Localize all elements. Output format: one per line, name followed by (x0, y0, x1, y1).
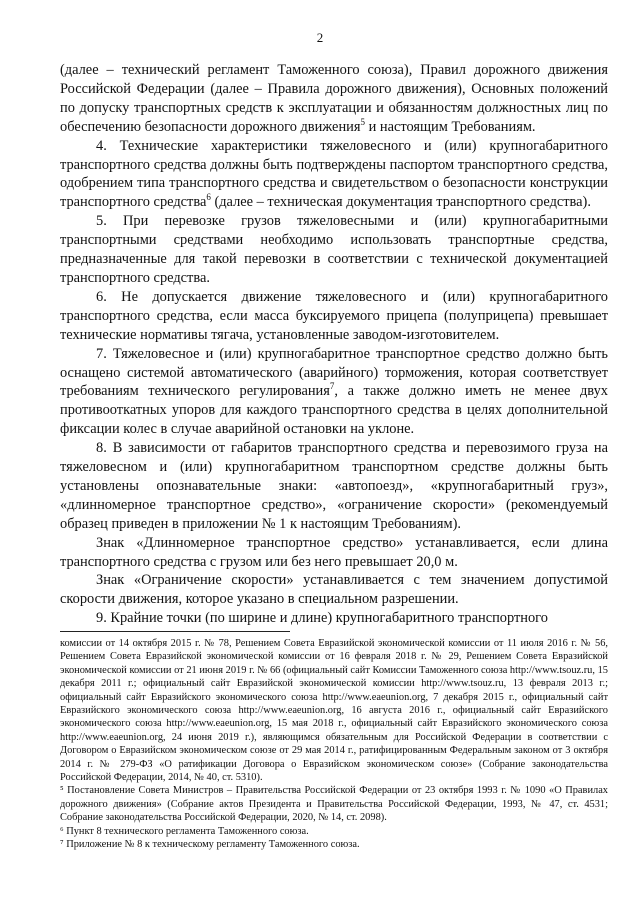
paragraph-text: (далее – технический регламент Таможенного союза), Правил дорожного движения Российской Федерации (далее – Правила дорожного движения), Основных положений по допуску транспортных средств к эксплуатации и обязанностям должностных лиц по обеспечению безопасности дорожного движения (60, 62, 608, 135)
paragraph-text: 8. В зависимости от габаритов транспортного средства и перевозимого груза на тяжеловесном и (или) крупногабаритном транспортном средстве должны быть установлены опознавательные знаки: «автопоезд», «крупногабаритный груз», «длинномерное транспортное средство», «ограничение скорости» (рекомендуемый образец приведен в приложении № 1 к настоящим Требованиям). (60, 440, 608, 532)
paragraph-item-9 (60, 609, 608, 628)
paragraph-text: , а также должно иметь не менее двух противооткатных упоров для каждого транспортного средства в целях дополнительной фиксации колес в случае аварийной остановки на уклоне. (60, 383, 608, 438)
footnote-separator (60, 631, 290, 632)
footnote-ref: 5 (360, 116, 365, 127)
footnote-7: ⁷ Приложение № 8 к техническому регламенту Таможенного союза. (60, 839, 360, 851)
footnote-continuation: комиссии от 14 октября 2015 г. № 78, Решением Совета Евразийской экономической комиссии от 11 июля 2016 г. № 56, Решением Совета Евразийской экономической комиссии от 16 февраля 2018 г. № 29, Решением Совета Евразийской экономической комиссии от 21 июня 2019 г. № 66 (официальный сайт Комиссии Таможенного союза http://www.tsouz.ru, 15 декабря 2011 г.; официальный сайт Евразийской экономической комиссии http://www.tsouz.ru, 13 февраля 2013 г.; официальный сайт Евразийского экономического союза http://www.eaeunion.org, 7 декабря 2015 г., официальный сайт Евразийского экономического союза http://www.eaeunion.org, 16 августа 2016 г., официальный сайт Евразийского экономического союза http://www.eaeunion.org, 15 мая 2018 г., официальный сайт Евразийского экономического союза http://www.eaeunion.org, 24 июня 2019 г.), являющимся обязательным для Российской Федерации в соответствии с Договором о Евразийском экономическом союзе от 29 мая 2014 г., ратифицированным Федеральным законом от 3 октября 2014 г. № 279-ФЗ «О ратификации Договора о Евразийском экономическом союзе» (Собрание законодательства Российской Федерации, 2014, № 40, ст. 5310). (60, 638, 608, 784)
body-text (60, 61, 608, 628)
paragraph-text: 6. Не допускается движение тяжеловесного и (или) крупногабаритного транспортного средства, если масса буксируемого прицепа (полуприцепа) превышает технические нормативы тягача, установленные заводом-изготовителем. (60, 288, 608, 343)
paragraph-item-5 (60, 212, 608, 288)
paragraph-long-vehicle-sign (60, 534, 608, 572)
footnote-ref: 7 (329, 381, 335, 392)
paragraph-speed-limit-sign (60, 571, 608, 609)
paragraph-text: 4. Технические характеристики тяжеловесного и (или) крупногабаритного транспортного средства должны быть подтверждены паспортом транспортного средства, одобрением типа транспортного средства и свидетельством о безопасности конструкции транспортного средства (60, 137, 608, 211)
page-number: 2 (316, 30, 324, 45)
footnotes (60, 637, 608, 852)
footnote-ref: 6 (206, 192, 211, 203)
paragraph-item-6 (60, 288, 608, 345)
paragraph-text: и настоящим Требованиям. (364, 118, 536, 135)
paragraph-text: 9. Крайние точки (по ширине и длине) крупногабаритного транспортного (96, 610, 548, 627)
paragraph-text: 7. Тяжеловесное и (или) крупногабаритное транспортное средство должно быть оснащено системой автоматического (аварийного) торможения, которая соответствует требованиям технического регулирования (60, 345, 608, 400)
paragraph-text: Знак «Длинномерное транспортное средство» устанавливается, если длина транспортного средства с грузом или без него превышает 20,0 м. (60, 534, 608, 570)
paragraph-intro (60, 61, 608, 137)
paragraph-item-4 (60, 137, 608, 213)
paragraph-item-7 (60, 345, 608, 440)
paragraph-text: (далее – техническая документация транспортного средства). (210, 194, 591, 211)
paragraph-text: 5. При перевозке грузов тяжеловесными и (или) крупногабаритными транспортными средствами необходимо использовать транспортные средства, предназначенные для такой перевозки в соответствии с технической документацией транспортного средства. (60, 213, 608, 286)
footnote-5: ⁵ Постановление Совета Министров – Правительства Российской Федерации от 23 октября 1993 г. № 1090 «О Правилах дорожного движения» (Собрание актов Президента и Правительства Российской Федерации, 1993, № 47, ст. 4531; Собрание законодательства Российской Федерации, 2020, № 14, ст. 2098). (60, 785, 608, 824)
footnote-6: ⁶ Пункт 8 технического регламента Таможенного союза. (60, 825, 309, 837)
paragraph-item-8 (60, 439, 608, 534)
paragraph-text: Знак «Ограничение скорости» устанавливается с тем значением допустимой скорости движения, которое указано в специальном разрешении. (60, 572, 608, 608)
